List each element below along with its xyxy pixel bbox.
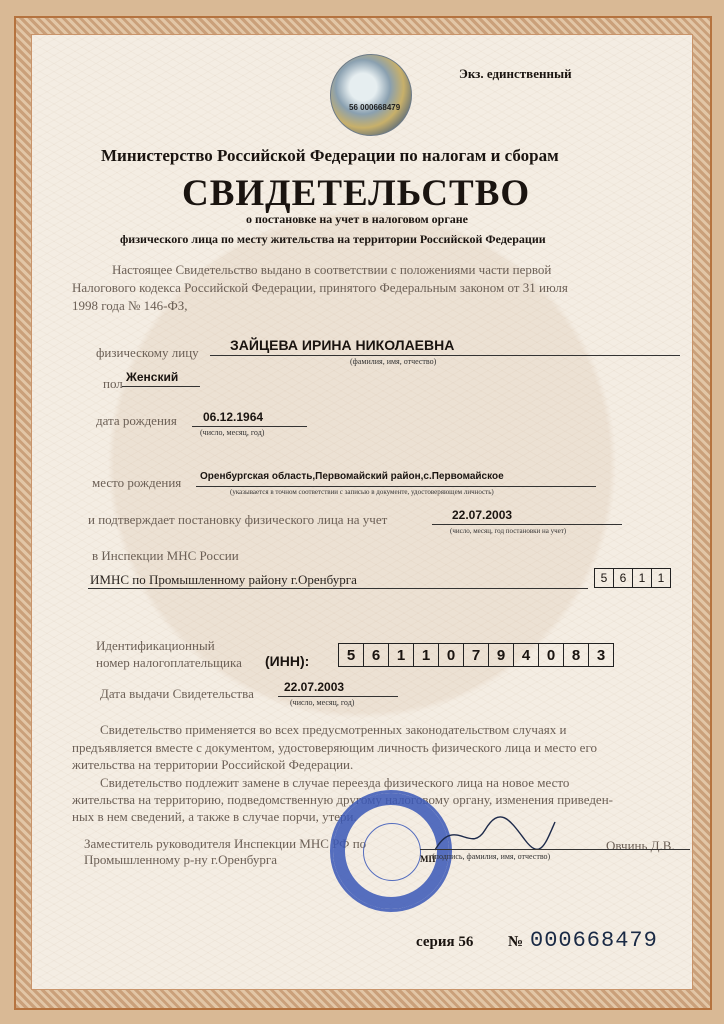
registration-hint: (число, месяц, год постановки на учет): [450, 527, 567, 535]
person-name: ЗАЙЦЕВА ИРИНА НИКОЛАЕВНА: [230, 337, 455, 353]
code-digit: 1: [632, 568, 651, 588]
birth-place-hint: (указывается в точном соответствии с записью в документе, удостоверяющем личность): [230, 488, 494, 496]
birth-date-value: 06.12.1964: [203, 410, 264, 424]
inspection-code: [594, 568, 671, 588]
signature-hint: (подпись, фамилия, имя, отчество): [432, 852, 551, 861]
ministry-name: Министерство Российской Федерации по налогам и сборам: [101, 146, 559, 165]
gender-value: Женский: [126, 370, 179, 384]
inn-digit: 9: [488, 643, 513, 667]
hologram-seal: [330, 54, 412, 136]
registration-label: и подтверждает постановку физического лица на учет: [88, 512, 388, 527]
series-number: 000668479: [530, 928, 658, 953]
issue-date-label: Дата выдачи Свидетельства: [100, 686, 254, 701]
para2-line2: жительства на территорию, подведомственную другому налоговому органу, изменения приведен-: [72, 792, 613, 807]
mp-label: МП: [420, 854, 436, 864]
inn-digit: 5: [338, 643, 363, 667]
subtitle-2: физического лица по месту жительства на территории Российской Федерации: [120, 232, 546, 246]
intro-line-1: Настоящее Свидетельство выдано в соответствии с положениями части первой: [112, 262, 552, 277]
inspection-value: ИМНС по Промышленному району г.Оренбурга: [90, 572, 357, 587]
inn-label-bold: (ИНН):: [265, 653, 310, 669]
para2-line3: ных в нем сведений, а также в случае порчи, утери.: [72, 809, 357, 824]
intro-line-3: 1998 года № 146-ФЗ,: [72, 298, 188, 313]
inn-label-2: номер налогоплательщика: [96, 655, 242, 670]
inn-digit: 6: [363, 643, 388, 667]
signatory-line2: Промышленному р-ну г.Оренбурга: [84, 852, 278, 867]
signatory-line1: Заместитель руководителя Инспекции МНС РФ по: [84, 836, 367, 851]
hologram-serial: 56 000668479: [349, 103, 401, 112]
para1-line2: предъявляется вместе с документом, удостоверяющим личность физического лица и место его: [72, 740, 597, 755]
code-digit: 5: [594, 568, 613, 588]
para1-line3: жительства на территории Российской Федерации.: [72, 757, 354, 772]
code-digit: 6: [613, 568, 632, 588]
person-hint: (фамилия, имя, отчество): [350, 357, 437, 366]
issue-date-value: 22.07.2003: [284, 680, 345, 694]
birth-date-hint: (число, месяц, год): [200, 428, 265, 437]
series-number-sign: №: [508, 934, 524, 950]
gender-label: пол: [103, 376, 123, 391]
inn-digit: 3: [588, 643, 614, 667]
inn-digit: 0: [538, 643, 563, 667]
document-title: СВИДЕТЕЛЬСТВО: [182, 173, 531, 214]
inspection-label: в Инспекции МНС России: [92, 548, 239, 563]
person-label: физическому лицу: [96, 345, 199, 360]
para2-line1: Свидетельство подлежит замене в случае переезда физического лица на новое место: [100, 775, 570, 790]
para1-line1: Свидетельство применяется во всех предусмотренных законодательством случаях и: [100, 722, 567, 737]
intro-line-2: Налогового кодекса Российской Федерации, принятого Федеральным законом от 31 июля: [72, 280, 568, 295]
registration-date: 22.07.2003: [452, 508, 513, 522]
subtitle-1: о постановке на учет в налоговом органе: [246, 212, 469, 226]
birth-place-value: Оренбургская область,Первомайский район,с.Первомайское: [200, 471, 504, 482]
code-digit: 1: [651, 568, 671, 588]
inn-digit: 4: [513, 643, 538, 667]
issue-date-hint: (число, месяц, год): [290, 698, 355, 707]
inn-digit: 1: [388, 643, 413, 667]
signer-name: Овчинь Д.В.: [606, 838, 675, 853]
series-label: серия 56: [416, 934, 474, 950]
birth-date-label: дата рождения: [96, 413, 177, 428]
copy-label: Экз. единственный: [459, 66, 572, 81]
birth-place-label: место рождения: [92, 475, 182, 490]
inn-digits: [338, 643, 614, 667]
inn-digit: 1: [413, 643, 438, 667]
signature-line: [420, 849, 690, 850]
inn-digit: 0: [438, 643, 463, 667]
inn-digit: 8: [563, 643, 588, 667]
inn-digit: 7: [463, 643, 488, 667]
inn-label-1: Идентификационный: [96, 638, 215, 653]
